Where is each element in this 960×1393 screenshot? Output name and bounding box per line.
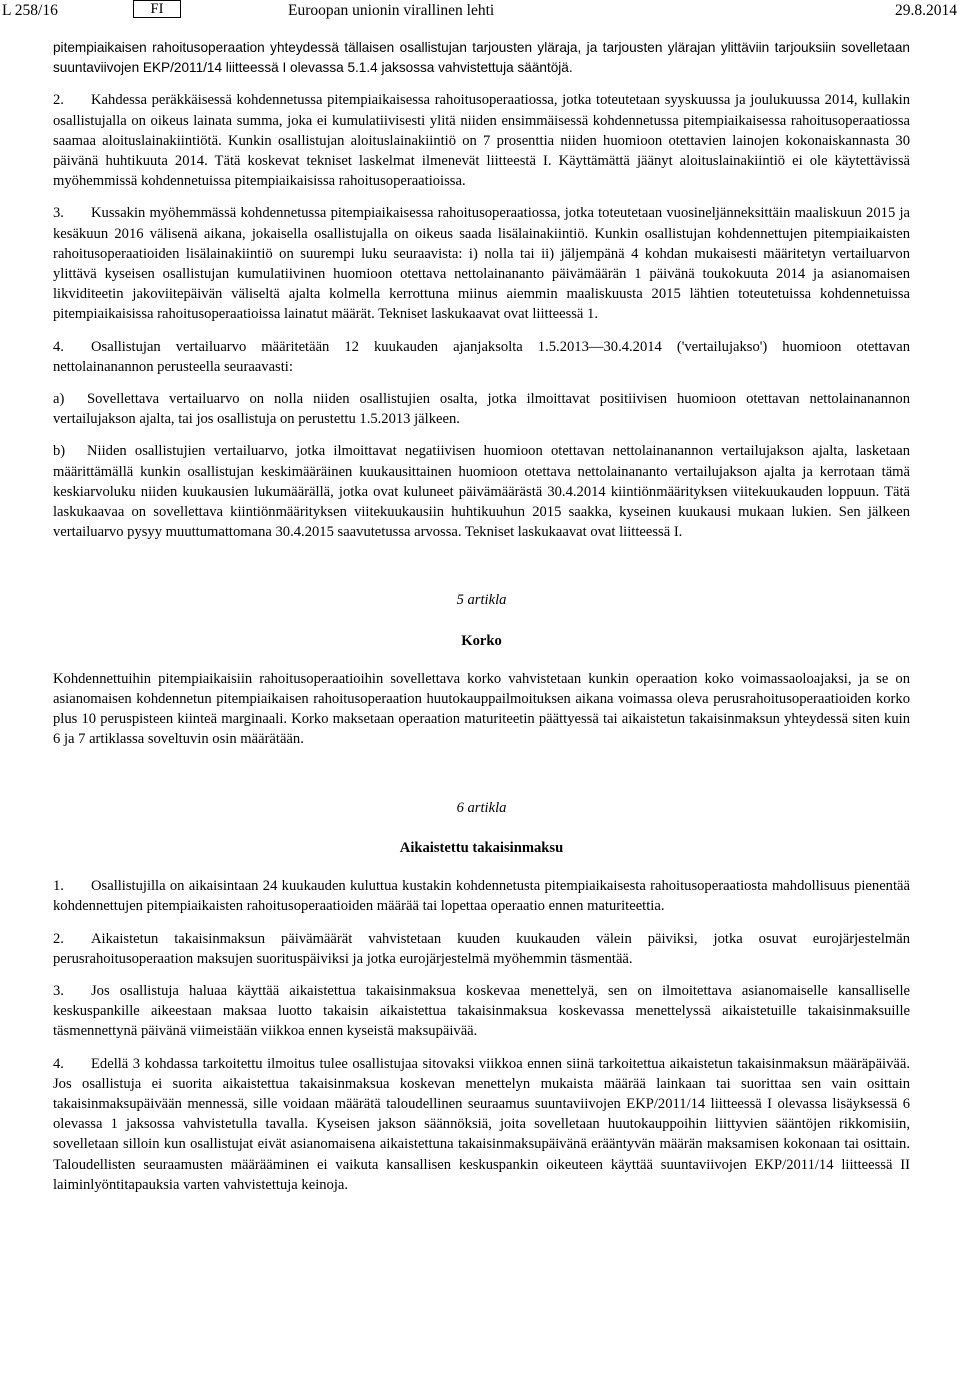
article-6-paragraph-1 [53, 876, 910, 916]
article-5-text: Kohdennettuihin pitempiaikaisiin rahoitusoperaatioihin sovellettava korko vahvistetaan kunkin operaation koko voimassaoloajaksi, ja se on asianomaisen kohdennetun pitempiaikaisen rahoitusoperaation huutokauppailmoituksen aikana voimassa oleva perusrahoitusoperaatioiden korko plus 10 peruspisteen kiinteä marginaali. Korko maksetaan operaation maturiteetin päättyessä tai aikaistetun takaisinmaksun yhteydessä siten kuin 6 ja 7 artiklassa soveltuvin osin määrätään. [53, 670, 910, 748]
publication-date: 29.8.2014 [895, 2, 957, 19]
paragraph-3 [53, 203, 910, 324]
list-item-label: a) [53, 391, 65, 408]
article-6-paragraph-4 [53, 1054, 910, 1195]
paragraph-number: 3. [53, 205, 64, 222]
paragraph-text: Jos osallistuja haluaa käyttää aikaistettua takaisinmaksua koskevaa menettelyä, sen on ilmoitettava asianomaiselle kansalliselle keskuspankille aikeestaan maksaa luotto takaisin aikaistettua takaisinmaksua koskevassa menettelyssä aikaistetuille takaisinmaksuille täsmennettynä päivänä viimeistään viikkoa ennen kyseistä maksupäivää. [53, 982, 910, 1040]
intro-paragraph: pitempiaikaisen rahoitusoperaation yhteydessä tällaisen osallistujan tarjousten yläraja, ja tarjousten ylärajan ylittäviin tarjouksiin sovelletaan suuntaviivojen EKP/2011/14 liitteessä I olevassa 5.1.4 jaksossa vahvistettuja sääntöjä. [53, 40, 910, 76]
paragraph-number: 4. [53, 338, 64, 355]
document-body [53, 19, 910, 1195]
paragraph-text: Osallistujan vertailuarvo määritetään 12 kuukauden ajanjaksolta 1.5.2013—30.4.2014 ('vertailujakso') huomioon otettavan nettolainanannon perusteella seuraavasti: [53, 338, 910, 375]
paragraph-text: Edellä 3 kohdassa tarkoitettu ilmoitus tulee osallistujaa sitovaksi viikkoa ennen siinä tarkoitettua aikaistetun takaisinmaksun määräpäivää. Jos osallistuja ei suorita aikaistettua takaisinmaksua koskevan menettelyn mukaista määrää lainkaan tai suorittaa sen vain osittain takaisinmaksupäivään mennessä, sille voidaan määrätä taloudellinen seuraamus suuntaviivojen EKP/2011/14 liitteessä I olevassa lisäyksessä 6 olevassa 1 jaksossa vahvistetulla tavalla. Kyseisen jakson säännöksiä, joita sovelletaan huutokauppoihin liittyvien sääntöjen rikkomisiin, sovelletaan silloin kun osallistujat eivät asianomaisena aikaistettuna takaisinmaksupäivänä erääntyvän määrän maksamisen kokonaan tai osittain. Taloudellisten seuraamusten määrääminen ei vaikuta kansallisen keskuspankin oikeuteen käyttää suuntaviivojen EKP/2011/14 liitteessä II laiminlyöntitapauksia varten vahvistettuja keinoja. [53, 1055, 910, 1193]
article-5-title: Korko [461, 632, 502, 649]
article-6-paragraph-2 [53, 929, 910, 969]
paragraph-text: Aikaistetun takaisinmaksun päivämäärät vahvistetaan kuuden kuukauden välein päiviksi, jotka osuvat eurojärjestelmän perusrahoitusoperaation maksujen suorituspäiviksi ja jotka eurojärjestelmä myöhemmin täsmentää. [53, 930, 910, 967]
article-5-number: 5 artikla [456, 592, 507, 609]
article-6-number: 6 artikla [456, 799, 507, 816]
paragraph-4 [53, 337, 910, 377]
paragraph-number: 3. [53, 982, 64, 999]
paragraph-2 [53, 90, 910, 191]
article-6-title: Aikaistettu takaisinmaksu [399, 839, 564, 856]
paragraph-number: 4. [53, 1055, 64, 1072]
list-item-text: Niiden osallistujien vertailuarvo, jotka ilmoittavat negatiivisen huomioon otettavan nettolainanannon vertailujakson ajalta, lasketaan määrittämällä kunkin osallistujan keskimääräinen kuukausittainen huomioon otettava nettolainananto vertailujakson ajalta ja kerrotaan tämä keskiarvoluku niiden kuukausien lukumäärällä, jotka ovat kuluneet päivämäärästä 30.4.2014 kiintiönmäärityksen viitekuukauden loppuun. Tätä laskukaavaa on sovellettava kiintiönmäärityksen viitekuukausiin huhtikuuhun 2015 saakka, kyseinen kuukausi mukaan lukien. Sen jälkeen vertailuarvo pysyy muuttumattomana 30.4.2015 saavutetussa arvossa. Tekniset laskukaavat ovat liitteessä I. [53, 443, 910, 541]
list-item-a [53, 389, 910, 429]
paragraph-number: 2. [53, 930, 64, 947]
article-6-paragraph-3 [53, 981, 910, 1042]
paragraph-text: Kahdessa peräkkäisessä kohdennetussa pitempiaikaisessa rahoitusoperaatiossa, jotka toteutetaan syyskuussa ja joulukuussa 2014, kullakin osallistujalla on oikeus lainata summa, joka ei kumulatiivisesti ylitä niiden ensimmäisessä kohdennetussa pitempiaikaisessa rahoitusoperaatiossa saamaa aloituslainakiintiötä. Kunkin osallistujan aloituslainakiintiö on 7 prosenttia niiden huomioon otettavien lainojen kokonaiskannasta 30 päivänä huhtikuuta 2014. Tätä koskevat tekniset laskelmat ilmenevät liitteestä I. Käyttämättä jäänyt aloituslainakiintiö ei ole käytettävissä myöhemmissä kohdennetuissa pitempiaikaisissa rahoitusoperaatioissa. [53, 92, 910, 190]
list-item-text: Sovellettava vertailuarvo on nolla niiden osallistujien osalta, jotka ilmoittavat positiivisen huomioon otettavan nettolainanannon vertailujakson ajalta, tai jos osallistuja on perustettu 1.5.2013 jälkeen. [53, 391, 910, 428]
paragraph-text: Kussakin myöhemmässä kohdennetussa pitempiaikaisessa rahoitusoperaatiossa, jotka toteutetaan vuosineljänneksittäin maaliskuun 2015 ja kesäkuun 2016 välisenä aikana, jokaisella osallistujalla on oikeus saada lisälainakiintiö. Kunkin osallistujan kohdennettujen pitempiaikaisten rahoitusoperaatioiden lisälainakiintiö on suurempi luku seuraavista: i) nolla tai ii) jäljempänä 4 kohdan mukaisesti määritetyn vertailuarvon ylittävä kyseisen osallistujan kumulatiivinen huomioon otettava nettolainananto päivämäärän 1 päivänä toukokuuta 2014 ja asianomaisen likviditeetin jakoviitepäivän väliseltä ajalta kolmella kerrottuna miinus aiemmin maaliskuusta 2015 lähtien toteutetuissa kohdennetuissa pitempiaikaisissa rahoitusoperaatioissa lainatut määrät. Tekniset laskukaavat ovat liitteessä 1. [53, 205, 910, 323]
page-reference: L 258/16 [2, 2, 58, 19]
list-item-label: b) [53, 443, 66, 460]
paragraph-number: 1. [53, 878, 64, 895]
list-item-b [53, 441, 910, 542]
language-badge: FI [133, 0, 181, 18]
paragraph-number: 2. [53, 92, 64, 109]
paragraph-text: Osallistujilla on aikaisintaan 24 kuukauden kuluttua kustakin kohdennetusta pitempiaikaisesta rahoitusoperaatiosta mahdollisuus pienentää kohdennettujen pitempiaikaisten rahoitusoperaatioiden määrää tai lopettaa operaatio ennen maturiteettia. [53, 878, 910, 915]
journal-title: Euroopan unionin virallinen lehti [288, 2, 495, 19]
